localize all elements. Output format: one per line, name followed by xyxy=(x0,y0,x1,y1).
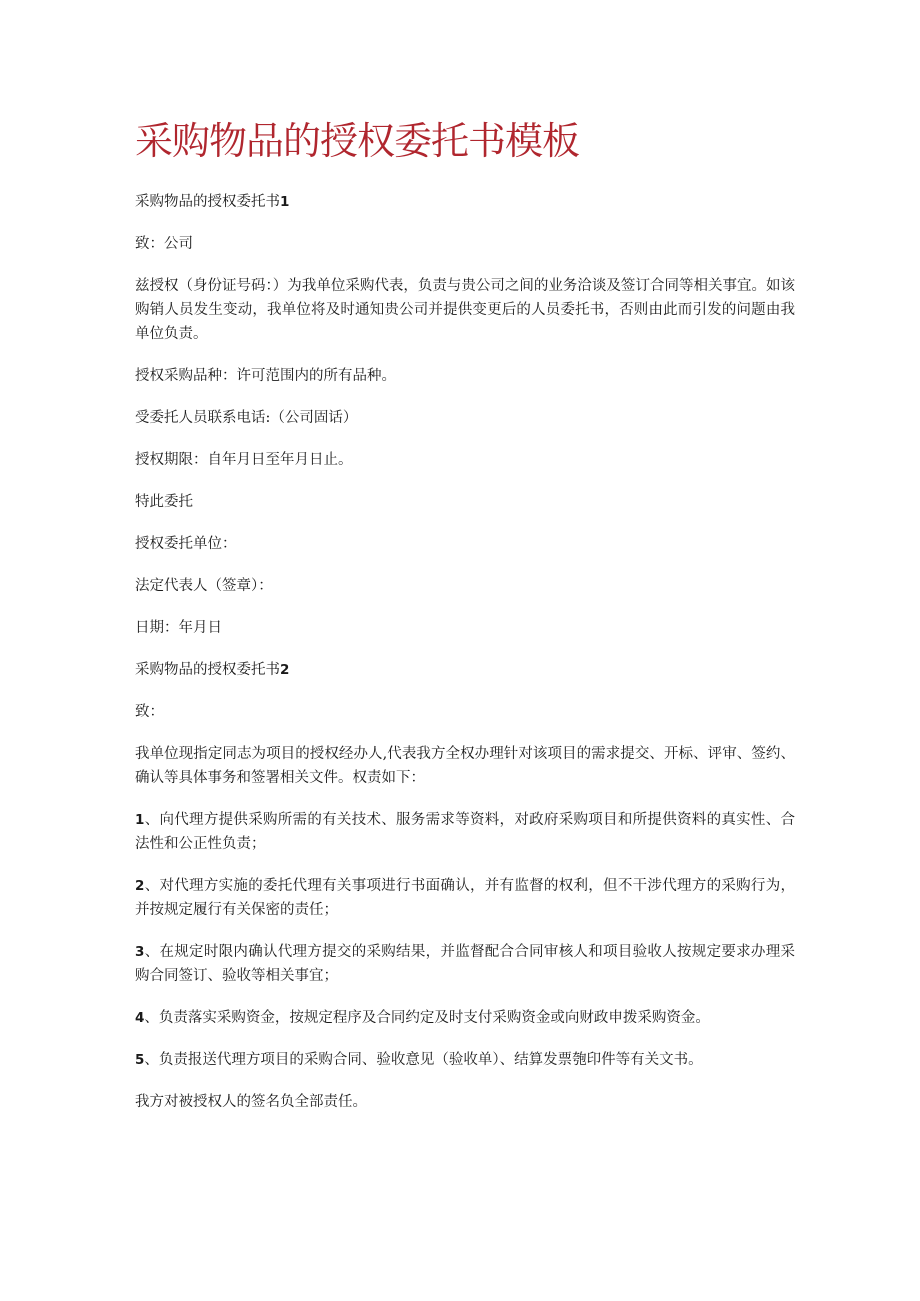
section1-unit: 授权委托单位： xyxy=(135,536,237,552)
list-item xyxy=(135,808,795,856)
section1-special: 特此委托 xyxy=(135,494,193,510)
list-item xyxy=(135,874,795,922)
section1-heading-text: 采购物品的授权委托书 xyxy=(135,194,280,210)
document-title: 采购物品的授权委托书模板 xyxy=(135,119,580,163)
section1-to: 致：公司 xyxy=(135,236,193,252)
list-item-text: 、负责落实采购资金，按规定程序及合同约定及时支付采购资金或向财政申拨采购资金。 xyxy=(144,1010,710,1026)
section2-to: 致： xyxy=(135,704,164,720)
section2-heading-text: 采购物品的授权委托书 xyxy=(135,662,280,678)
section2-body: 我单位现指定同志为项目的授权经办人,代表我方全权办理针对该项目的需求提交、开标、评审、签约、确认等具体事务和签署相关文件。权责如下： xyxy=(135,746,795,786)
section2-heading-num: 2 xyxy=(280,662,290,678)
list-item-text: 、对代理方实施的委托代理有关事项进行书面确认，并有监督的权利，但不干涉代理方的采购行为，并按规定履行有关保密的责任； xyxy=(135,878,795,918)
list-item xyxy=(135,940,795,988)
list-item-num: 1 xyxy=(135,812,145,828)
list-item-num: 4 xyxy=(135,1010,145,1026)
section1-scope: 授权采购品种：许可范围内的所有品种。 xyxy=(135,368,396,384)
section1-body: 兹授权（身份证号码：）为我单位采购代表，负责与贵公司之间的业务洽谈及签订合同等相关事宜。如该购销人员发生变动，我单位将及时通知贵公司并提供变更后的人员委托书，否则由此而引发的问题由我单位负责。 xyxy=(135,278,795,342)
section1-legal-rep: 法定代表人（签章）： xyxy=(135,578,273,594)
section1-date: 日期：年月日 xyxy=(135,620,222,636)
list-item-num: 3 xyxy=(135,944,145,960)
list-item-num: 2 xyxy=(135,878,145,894)
list-item-text: 、向代理方提供采购所需的有关技术、服务需求等资料，对政府采购项目和所提供资料的真实性、合法性和公正性负责； xyxy=(135,812,795,852)
list-item xyxy=(135,1006,795,1030)
list-item-text: 、负责报送代理方项目的采购合同、验收意见（验收单）、结算发票匏印件等有关文书。 xyxy=(144,1052,703,1068)
section2-heading xyxy=(135,658,795,682)
section2-closing: 我方对被授权人的签名负全部责任。 xyxy=(135,1094,367,1110)
section1-heading-num: 1 xyxy=(280,194,290,210)
list-item-num: 5 xyxy=(135,1052,145,1068)
list-item-text: 、在规定时限内确认代理方提交的采购结果，并监督配合合同审核人和项目验收人按规定要求办理采购合同签订、验收等相关事宜； xyxy=(135,944,795,984)
section1-period: 授权期限：自年月日至年月日止。 xyxy=(135,452,353,468)
document-page xyxy=(135,118,795,1132)
list-item xyxy=(135,1048,795,1072)
section1-phone: 受委托人员联系电话:（公司固话） xyxy=(135,410,358,426)
section1-heading xyxy=(135,190,795,214)
